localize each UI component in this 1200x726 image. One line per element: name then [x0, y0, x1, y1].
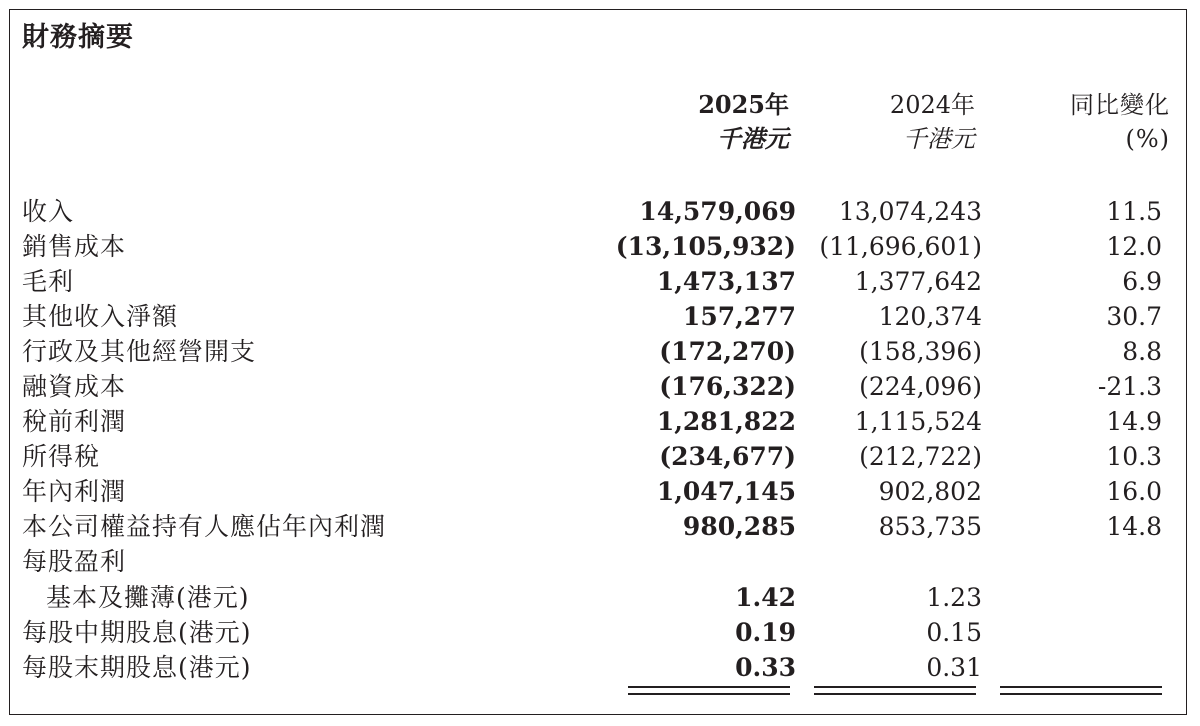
value-change: 12.0 — [1106, 232, 1162, 261]
value-2024: (224,096) — [859, 372, 982, 401]
row-label: 其他收入淨額 — [22, 302, 179, 331]
header-change-unit: (%) — [1125, 125, 1170, 153]
row-label: 毛利 — [22, 267, 75, 296]
table-row — [0, 300, 1200, 334]
double-underline-2025 — [628, 686, 790, 695]
header-change — [1070, 88, 1170, 156]
value-change: 6.9 — [1122, 267, 1162, 296]
value-2025: 0.19 — [735, 618, 796, 647]
value-2025: 1,473,137 — [656, 267, 796, 296]
value-2025: 1,281,822 — [656, 407, 796, 436]
value-change: 10.3 — [1106, 442, 1162, 471]
page-title: 財務摘要 — [22, 22, 134, 53]
row-label: 行政及其他經營開支 — [22, 337, 257, 366]
value-2025: (234,677) — [659, 442, 796, 471]
value-2024: 0.31 — [926, 653, 982, 682]
value-2025: 980,285 — [682, 512, 796, 541]
double-underline-2024 — [814, 686, 976, 695]
table-row — [0, 335, 1200, 369]
row-label: 本公司權益持有人應佔年內利潤 — [22, 512, 387, 541]
value-change: -21.3 — [1097, 372, 1162, 401]
value-change: 14.8 — [1106, 512, 1162, 541]
row-label: 基本及攤薄(港元) — [46, 583, 250, 612]
value-change: 11.5 — [1106, 197, 1162, 226]
row-label: 稅前利潤 — [22, 407, 127, 436]
table-row — [0, 440, 1200, 474]
value-2024: 120,374 — [878, 302, 982, 331]
table-row — [0, 581, 1200, 615]
header-2024 — [890, 88, 975, 156]
table-row — [0, 230, 1200, 264]
value-change: 8.8 — [1122, 337, 1162, 366]
value-2024: 1,115,524 — [854, 407, 982, 436]
value-2024: 1.23 — [926, 583, 982, 612]
value-2025: 14,579,069 — [639, 197, 796, 226]
header-2025-year: 2025年 — [698, 90, 789, 119]
header-change-label: 同比變化 — [1070, 91, 1170, 119]
row-label: 所得稅 — [22, 442, 101, 471]
value-2024: 902,802 — [878, 477, 982, 506]
value-change: 30.7 — [1106, 302, 1162, 331]
row-label: 每股盈利 — [22, 547, 127, 576]
value-2025: (172,270) — [659, 337, 796, 366]
row-label: 每股中期股息(港元) — [22, 618, 252, 647]
value-2025: 1.42 — [735, 583, 796, 612]
value-2025: 1,047,145 — [656, 477, 796, 506]
double-underline-change — [1000, 686, 1162, 695]
row-label: 年內利潤 — [22, 477, 127, 506]
value-2025: 0.33 — [735, 653, 796, 682]
table-row — [0, 475, 1200, 509]
value-2024: 13,074,243 — [838, 197, 982, 226]
table-row — [0, 651, 1200, 685]
table-row — [0, 195, 1200, 229]
value-2024: (11,696,601) — [819, 232, 982, 261]
row-label: 融資成本 — [22, 372, 127, 401]
row-label: 每股末期股息(港元) — [22, 653, 252, 682]
header-2025-unit: 千港元 — [717, 124, 789, 153]
row-label: 收入 — [22, 197, 75, 226]
value-change: 16.0 — [1106, 477, 1162, 506]
value-2024: (212,722) — [859, 442, 982, 471]
table-row — [0, 265, 1200, 299]
value-2025: 157,277 — [682, 302, 796, 331]
value-change: 14.9 — [1106, 407, 1162, 436]
value-2024: 853,735 — [878, 512, 982, 541]
header-2024-unit: 千港元 — [903, 125, 975, 153]
value-2024: 1,377,642 — [854, 267, 982, 296]
value-2024: 0.15 — [926, 618, 982, 647]
value-2025: (176,322) — [659, 372, 796, 401]
value-2024: (158,396) — [859, 337, 982, 366]
table-row — [0, 545, 1200, 579]
table-row — [0, 405, 1200, 439]
header-2024-year: 2024年 — [889, 91, 975, 119]
value-2025: (13,105,932) — [615, 232, 796, 261]
table-row — [0, 370, 1200, 404]
header-2025 — [698, 88, 789, 156]
row-label: 銷售成本 — [22, 232, 127, 261]
table-row — [0, 510, 1200, 544]
table-row — [0, 616, 1200, 650]
